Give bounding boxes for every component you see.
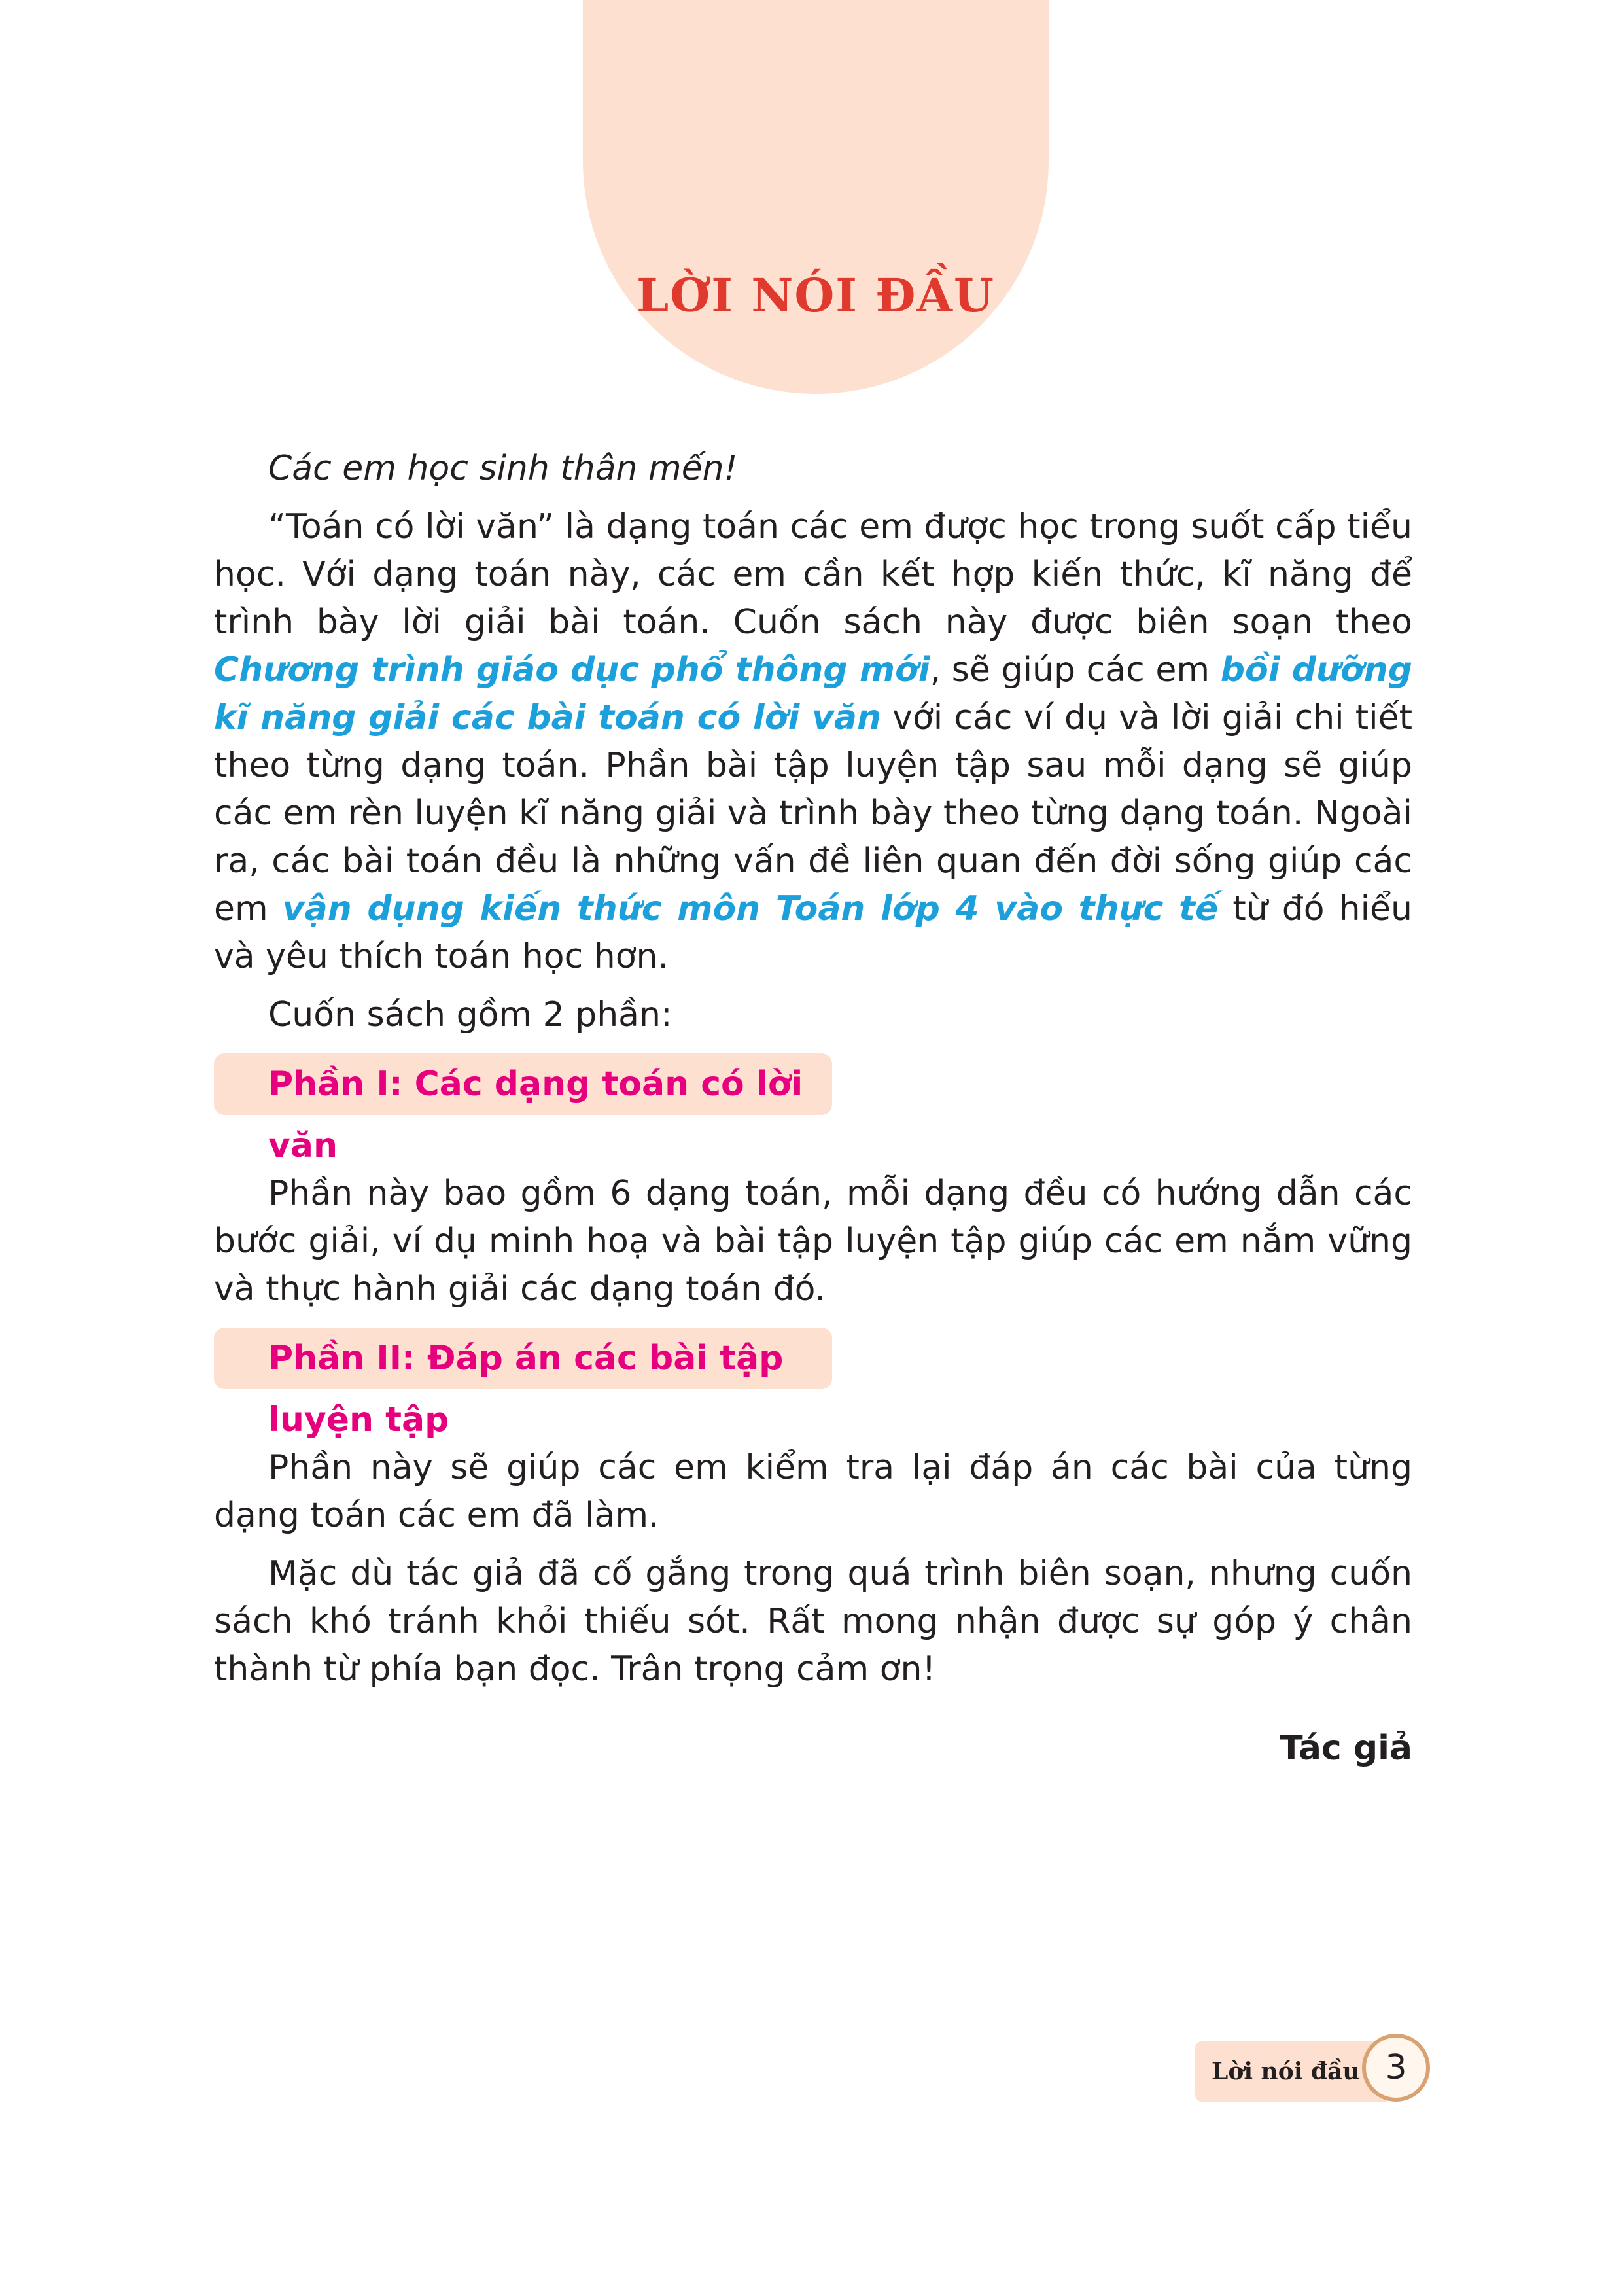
closing-paragraph: Mặc dù tác giả đã cố gắng trong quá trình biên soạn, nhưng cuốn sách khó tránh khỏi thiếu sót. Rất mong nhận được sự góp ý chân thành từ phía bạn đọc. Trân trọng cảm ơn! [214,1554,1412,1689]
footer-label: Lời nói đầu [1212,2058,1360,2085]
part2-heading: Phần II: Đáp án các bài tập luyện tập [214,1328,832,1389]
preface-content [214,445,1412,1773]
page-number: 3 [1362,2034,1430,2102]
highlight-skills: bồi dưỡng kĩ năng giải các bài toán có lời văn [214,650,1412,737]
signature: Tác giả [1280,1729,1412,1768]
part2-text: Phần này sẽ giúp các em kiểm tra lại đáp án các bài của từng dạng toán các em đã làm. [214,1448,1412,1535]
highlight-curriculum: Chương trình giáo dục phổ thông mới [214,650,930,690]
intro-paragraph [214,503,1412,981]
intro-text-1: “Toán có lời văn” là dạng toán các em được học trong suốt cấp tiểu học. Với dạng toán này, các em cần kết hợp kiến thức, kĩ năng để trình bày lời giải bài toán. Cuốn sách này được biên soạn theo [214,507,1412,642]
intro-text-2: , sẽ giúp các em [930,650,1221,690]
intro-text-4: từ đó hiểu và yêu thích toán học hơn. [214,889,1412,976]
part1-text: Phần này bao gồm 6 dạng toán, mỗi dạng đều có hướng dẫn các bước giải, ví dụ minh hoạ và bài tập luyện tập giúp các em nắm vững và thực hành giải các dạng toán đó. [214,1174,1412,1309]
parts-intro: Cuốn sách gồm 2 phần: [268,995,672,1034]
title-tab-background [583,0,1049,394]
intro-text-3: với các ví dụ và lời giải chi tiết theo từng dạng toán. Phần bài tập luyện tập sau mỗi dạng sẽ giúp các em rèn luyện kĩ năng giải và trình bày theo từng dạng toán. Ngoài ra, các bài toán đều là những vấn đề liên quan đến đời sống giúp các em [214,698,1412,928]
greeting: Các em học sinh thân mến! [268,449,738,488]
part1-heading: Phần I: Các dạng toán có lời văn [214,1053,832,1115]
highlight-application: vận dụng kiến thức môn Toán lớp 4 vào thực tế [282,889,1219,928]
page-title: LỜI NÓI ĐẦU [637,268,995,323]
